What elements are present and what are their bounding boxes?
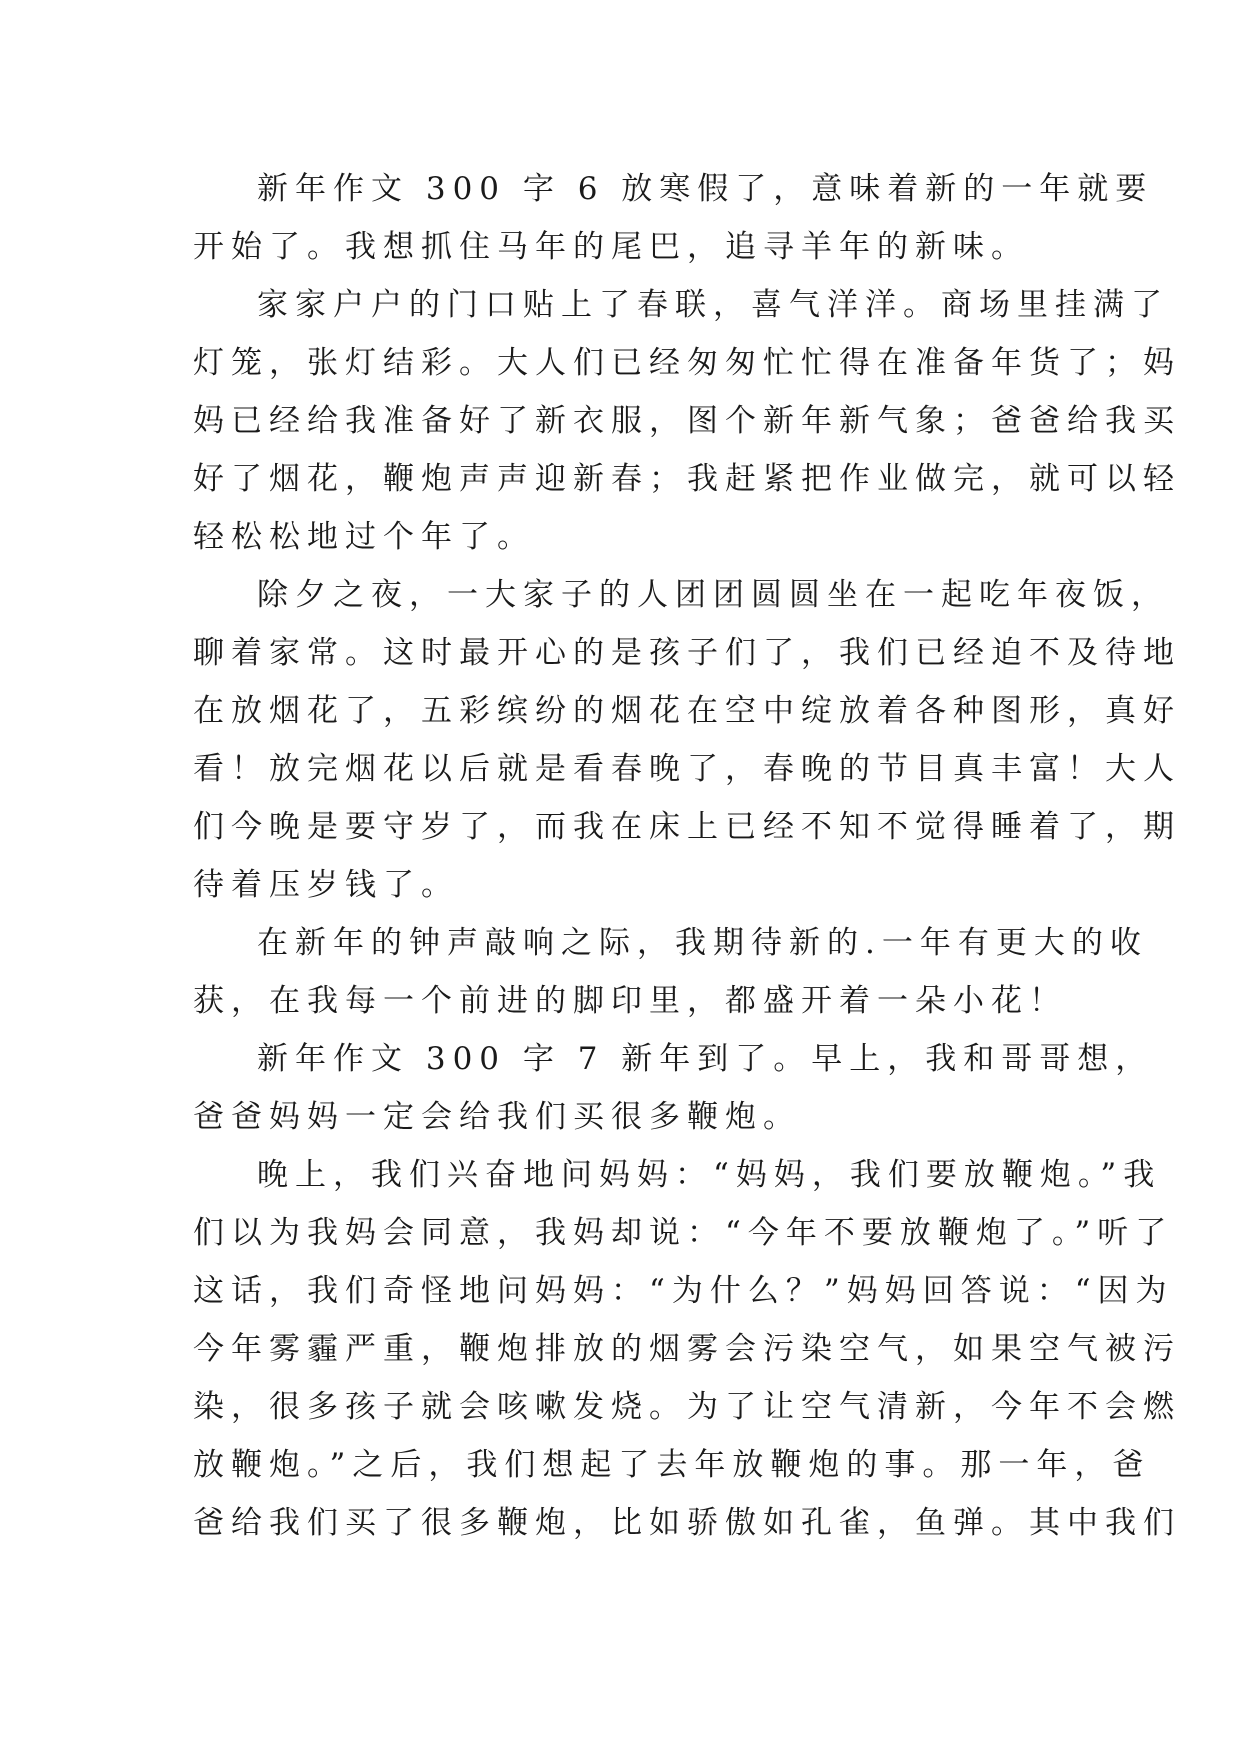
text-line: 在放烟花了，五彩缤纷的烟花在空中绽放着各种图形，真好 bbox=[193, 693, 1181, 729]
text-line: 灯笼，张灯结彩。大人们已经匆匆忙忙得在准备年货了；妈 bbox=[193, 345, 1181, 381]
text-line: 开始了。我想抓住马年的尾巴，追寻羊年的新味。 bbox=[193, 229, 1029, 265]
text-line: 们以为我妈会同意，我妈却说：“今年不要放鞭炮了。”听了 bbox=[193, 1215, 1174, 1251]
text-line: 晚上，我们兴奋地问妈妈：“妈妈，我们要放鞭炮。”我 bbox=[257, 1157, 1162, 1193]
text-line: 妈已经给我准备好了新衣服，图个新年新气象；爸爸给我买 bbox=[193, 403, 1181, 439]
text-line: 看！放完烟花以后就是看春晚了，春晚的节目真丰富！大人 bbox=[193, 751, 1181, 787]
text-line: 待着压岁钱了。 bbox=[193, 867, 459, 903]
text-line: 今年雾霾严重，鞭炮排放的烟雾会污染空气，如果空气被污 bbox=[193, 1331, 1181, 1367]
text-line: 除夕之夜，一大家子的人团团圆圆坐在一起吃年夜饭， bbox=[257, 577, 1169, 613]
text-line: 爸给我们买了很多鞭炮，比如骄傲如孔雀，鱼弹。其中我们 bbox=[193, 1505, 1181, 1541]
text-line: 爸爸妈妈一定会给我们买很多鞭炮。 bbox=[193, 1099, 801, 1135]
text-line: 家家户户的门口贴上了春联，喜气洋洋。商场里挂满了 bbox=[257, 287, 1169, 323]
text-line: 聊着家常。这时最开心的是孩子们了，我们已经迫不及待地 bbox=[193, 635, 1181, 671]
text-line: 在新年的钟声敲响之际，我期待新的.一年有更大的收 bbox=[257, 925, 1148, 961]
text-line: 染，很多孩子就会咳嗽发烧。为了让空气清新，今年不会燃 bbox=[193, 1389, 1181, 1425]
text-line: 好了烟花，鞭炮声声迎新春；我赶紧把作业做完，就可以轻 bbox=[193, 461, 1181, 497]
text-line: 获，在我每一个前进的脚印里，都盛开着一朵小花！ bbox=[193, 983, 1067, 1019]
text-line: 新年作文 300 字 7 新年到了。早上，我和哥哥想， bbox=[257, 1041, 1154, 1077]
text-line: 们今晚是要守岁了，而我在床上已经不知不觉得睡着了，期 bbox=[193, 809, 1181, 845]
text-line: 放鞭炮。”之后，我们想起了去年放鞭炮的事。那一年，爸 bbox=[193, 1447, 1151, 1483]
text-line: 新年作文 300 字 6 放寒假了，意味着新的一年就要 bbox=[257, 171, 1154, 207]
text-line: 这话，我们奇怪地问妈妈：“为什么？”妈妈回答说：“因为 bbox=[193, 1273, 1174, 1309]
essay-text bbox=[193, 160, 1181, 1552]
text-line: 轻松松地过个年了。 bbox=[193, 519, 535, 555]
